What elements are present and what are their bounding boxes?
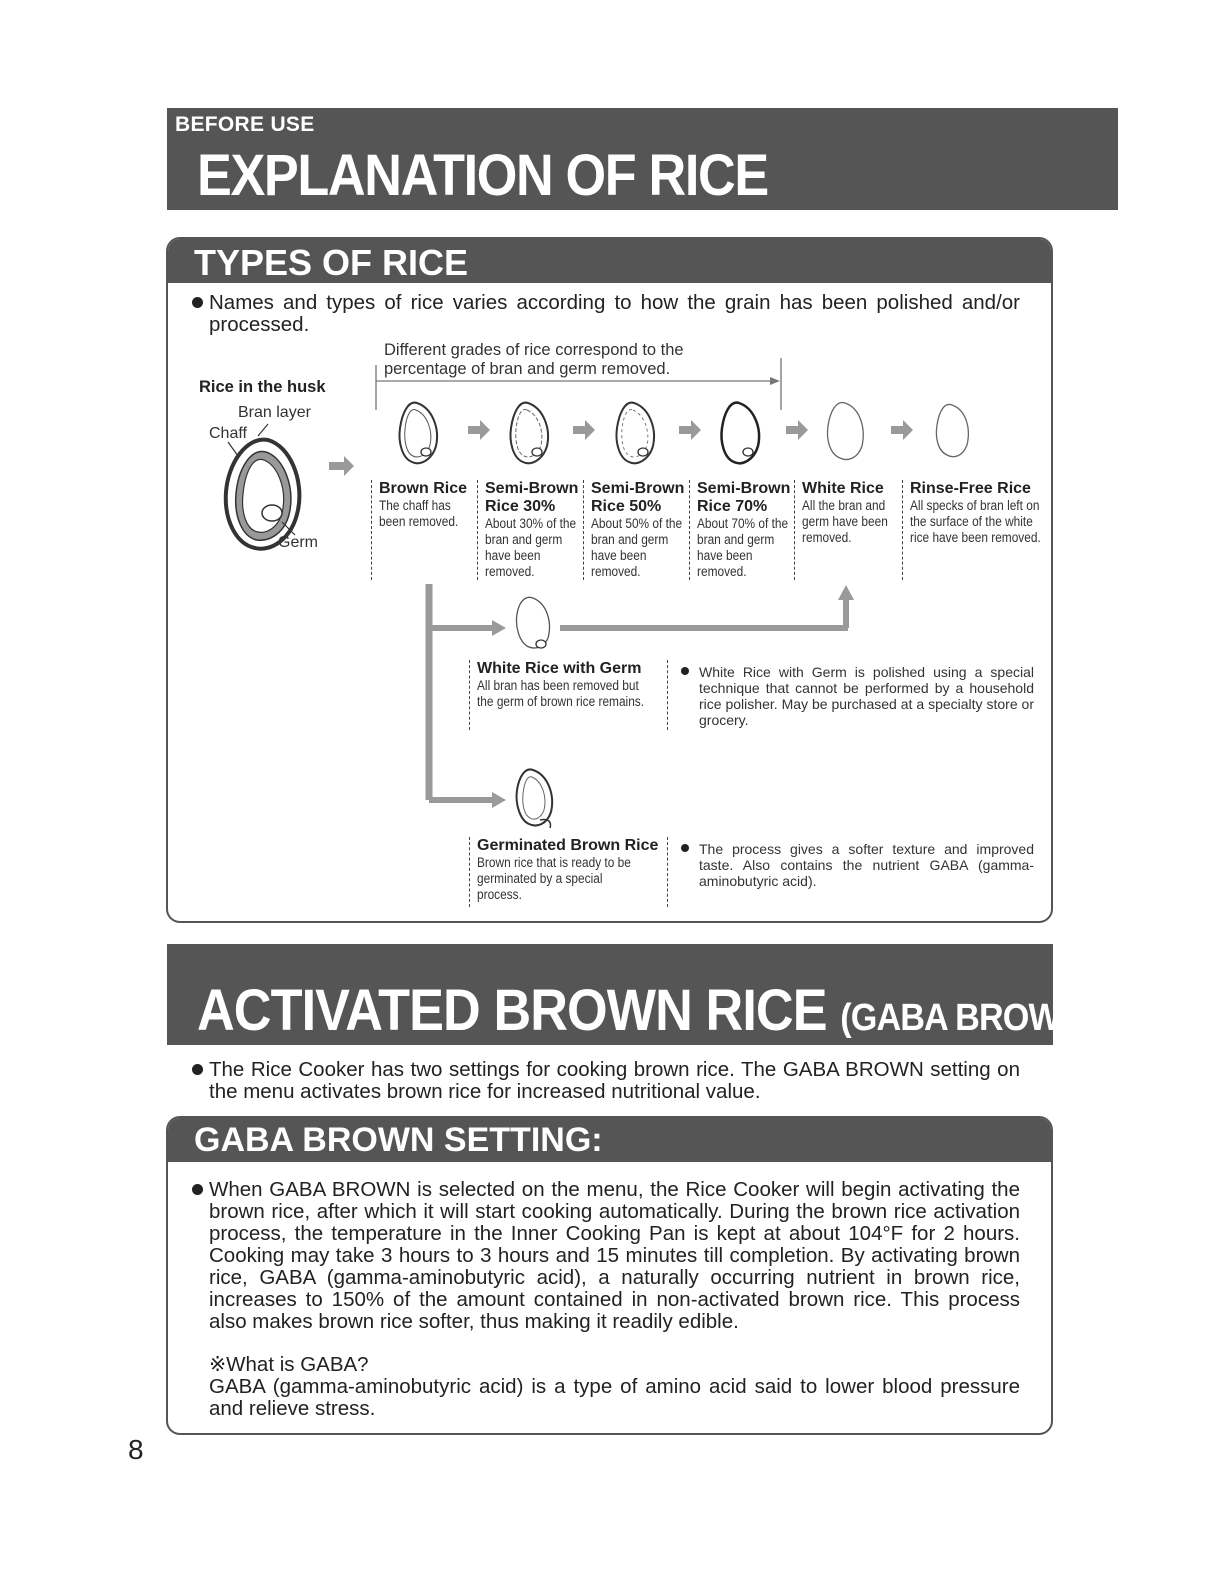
grade-column bbox=[371, 480, 474, 580]
activated-title bbox=[197, 977, 1094, 1044]
chaff-label: Chaff bbox=[209, 425, 247, 442]
arrow-icon bbox=[468, 420, 490, 440]
gaba-bullet-text: When GABA BROWN is selected on the menu, the Rice Cooker will begin activating the brown rice, after which it will start cooking automatically. During the brown rice activation process, the temperature in the Inner Cooking Pan is kept at about 104°F for 2 hours. Cooking may take 3 hours to 3 hours and 15 minutes till completion. By activating brown rice, GABA (gamma-aminobutyric acid), a naturally occurring nutrient in brown rice, increases to 150% of the amount contained in non-activated brown rice. This process also makes brown rice softer, thus making it readily edible. bbox=[209, 1178, 1020, 1333]
types-of-rice-heading: TYPES OF RICE bbox=[194, 242, 469, 283]
bullet-dot bbox=[681, 667, 689, 675]
white-germ-block bbox=[469, 660, 668, 730]
grade-column bbox=[902, 480, 1040, 580]
white-germ-title: White Rice with Germ bbox=[477, 660, 642, 677]
bullet-dot bbox=[192, 1064, 203, 1075]
activated-title-main: ACTIVATED BROWN RICE bbox=[197, 978, 827, 1043]
arrow-icon bbox=[838, 585, 854, 600]
germinated-grain-icon bbox=[517, 769, 553, 828]
germ-label: Germ bbox=[278, 534, 318, 551]
page-title: EXPLANATION OF RICE bbox=[197, 143, 768, 208]
grade-column bbox=[794, 480, 897, 580]
grade-desc: The chaff has been removed. bbox=[379, 498, 459, 529]
section-label: BEFORE USE bbox=[175, 113, 315, 136]
white-germ-desc: All bran has been removed but the germ of brown rice remains. bbox=[477, 678, 645, 709]
gaba-setting-heading: GABA BROWN SETTING: bbox=[194, 1121, 603, 1159]
arrow-icon bbox=[492, 792, 506, 808]
activated-bullet-text: The Rice Cooker has two settings for cooking brown rice. The GABA BROWN setting on the menu activates brown rice for increased nutritional value. bbox=[209, 1058, 1020, 1103]
arrow-icon bbox=[786, 420, 808, 440]
grade-desc: About 30% of the bran and germ have been removed. bbox=[485, 516, 577, 579]
gaba-answer: GABA (gamma-aminobutyric acid) is a type of amino acid said to lower blood pressure and relieve stress. bbox=[209, 1375, 1020, 1420]
arrow-icon bbox=[679, 420, 701, 440]
bran-layer-label: Bran layer bbox=[238, 404, 311, 421]
grade-column bbox=[477, 480, 580, 580]
grade-title: Semi-Brown Rice 50% bbox=[591, 480, 685, 515]
albumen-label: Albumen bbox=[244, 483, 281, 495]
gaba-question: ※What is GABA? bbox=[209, 1353, 369, 1376]
note-arrow-head bbox=[770, 377, 780, 385]
husk-title: Rice in the husk bbox=[199, 378, 326, 396]
grade-desc: All specks of bran left on the surface of the white rice have been removed. bbox=[910, 498, 1041, 545]
arrow-icon bbox=[329, 456, 354, 476]
diagram-note: Different grades of rice correspond to the percentage of bran and germ removed. bbox=[384, 341, 684, 378]
semi-brown-50-grain-icon bbox=[617, 403, 655, 464]
grade-title: Semi-Brown Rice 70% bbox=[697, 480, 791, 515]
rinse-free-grain-icon bbox=[936, 404, 968, 456]
grade-desc: All the bran and germ have been removed. bbox=[802, 498, 888, 545]
grade-desc: About 70% of the bran and germ have been removed. bbox=[697, 516, 789, 579]
arrow-icon bbox=[573, 420, 595, 440]
grade-column bbox=[583, 480, 686, 580]
arrow-icon bbox=[492, 620, 506, 636]
gaba-setting-heading-bar bbox=[168, 1118, 1051, 1162]
white-germ-note: White Rice with Germ is polished using a special technique that cannot be performed by a household rice polisher. May be purchased at a specialty store or grocery. bbox=[699, 664, 1034, 728]
types-bullet-text: Names and types of rice varies according to how the grain has been polished and/or processed. bbox=[209, 291, 1020, 336]
white-rice-grain-icon bbox=[828, 403, 864, 460]
germinated-desc: Brown rice that is ready to be germinated by a special process. bbox=[477, 855, 631, 902]
activated-title-sub: (GABA BROWN) bbox=[840, 997, 1095, 1039]
arrow-icon bbox=[891, 420, 913, 440]
semi-brown-30-grain-icon bbox=[511, 403, 549, 464]
grade-desc: About 50% of the bran and germ have been removed. bbox=[591, 516, 683, 579]
germinated-title: Germinated Brown Rice bbox=[477, 837, 659, 854]
grade-title: Brown Rice bbox=[379, 480, 468, 497]
grade-column bbox=[689, 480, 792, 580]
white-germ-grain-icon bbox=[516, 597, 549, 648]
brown-rice-grain-icon bbox=[400, 403, 438, 464]
germinated-note: The process gives a softer texture and improved taste. Also contains the nutrient GABA (gamma-aminobutyric acid). bbox=[699, 841, 1034, 889]
grade-title: White Rice bbox=[802, 480, 884, 497]
grade-title: Semi-Brown Rice 30% bbox=[485, 480, 579, 515]
bullet-dot bbox=[681, 844, 689, 852]
germinated-block bbox=[469, 837, 668, 907]
bullet-dot bbox=[192, 1184, 203, 1195]
semi-brown-70-grain-icon bbox=[722, 403, 760, 464]
grade-title: Rinse-Free Rice bbox=[910, 480, 1031, 497]
page-number: 8 bbox=[128, 1434, 144, 1465]
